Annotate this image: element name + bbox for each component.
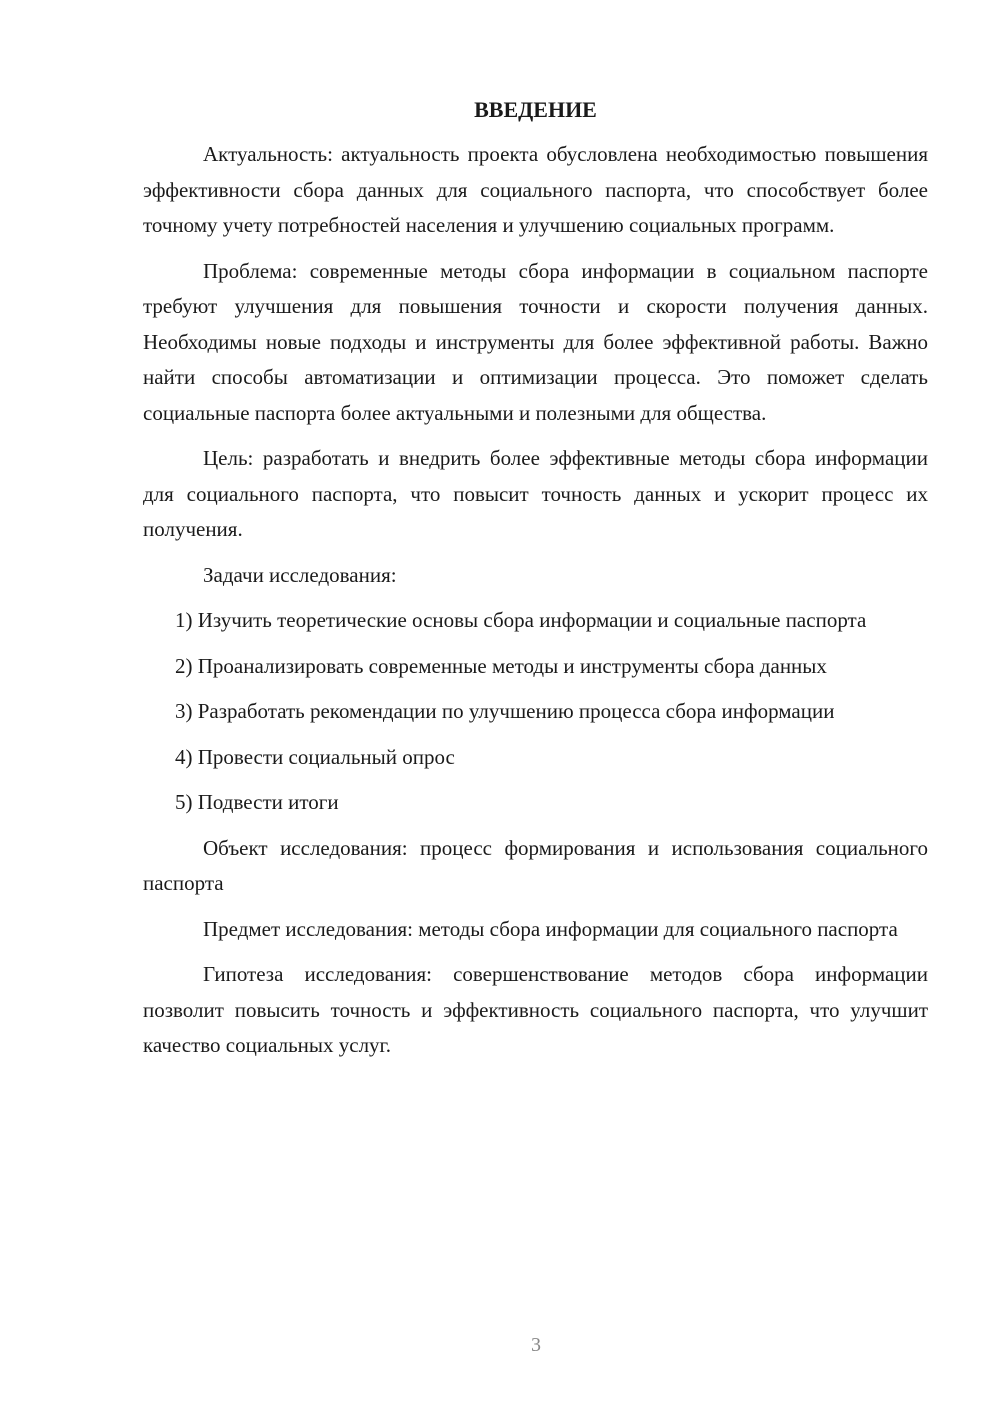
task-text: Изучить теоретические основы сбора информации и социальные паспорта bbox=[197, 608, 867, 632]
section-heading: ВВЕДЕНИЕ bbox=[474, 97, 597, 122]
goal-paragraph: Цель: разработать и внедрить более эффективные методы сбора информации для социального паспорта, что повысит точность данных и ускорит процесс их получения. bbox=[143, 446, 928, 541]
problem-paragraph: Проблема: современные методы сбора информации в социальном паспорте требуют улучшения для повышения точности и скорости получения данных. Необходимы новые подходы и инструменты для более эффективной работы. Важно найти способы автоматизации и оптимизации процесса. Это поможет сделать социальные паспорта более актуальными и полезными для общества. bbox=[143, 258, 928, 425]
task-number: 1) bbox=[175, 608, 193, 632]
task-item-3 bbox=[143, 694, 928, 730]
hypothesis-paragraph: Гипотеза исследования: совершенствование методов сбора информации позволит повысить точность и эффективность социального паспорта, что улучшит качество социальных услуг. bbox=[143, 962, 928, 1057]
task-text: Подвести итоги bbox=[197, 790, 339, 814]
task-text: Провести социальный опрос bbox=[197, 744, 455, 769]
task-text: Разработать рекомендации по улучшению процесса сбора информации bbox=[197, 699, 835, 723]
page-number: 3 bbox=[531, 1334, 541, 1356]
tasks-intro: Задачи исследования: bbox=[203, 562, 397, 587]
task-number: 4) bbox=[175, 744, 193, 769]
object-paragraph: Объект исследования: процесс формирования и использования социального паспорта bbox=[143, 835, 928, 895]
task-number: 2) bbox=[175, 653, 193, 678]
task-item-2 bbox=[143, 649, 928, 685]
task-number: 3) bbox=[175, 699, 193, 723]
task-text: Проанализировать современные методы и инструменты сбора данных bbox=[197, 653, 827, 678]
relevance-paragraph: Актуальность: актуальность проекта обусловлена необходимостью повышения эффективности сбора данных для социального паспорта, что способствует более точному учету потребностей населения и улучшению социальных программ. bbox=[143, 142, 928, 237]
task-item-4 bbox=[143, 740, 928, 776]
page-content bbox=[143, 95, 928, 1074]
task-item-1 bbox=[143, 603, 928, 639]
subject-paragraph: Предмет исследования: методы сбора информации для социального паспорта bbox=[203, 916, 898, 941]
task-number: 5) bbox=[175, 790, 193, 814]
task-item-5 bbox=[143, 785, 928, 821]
